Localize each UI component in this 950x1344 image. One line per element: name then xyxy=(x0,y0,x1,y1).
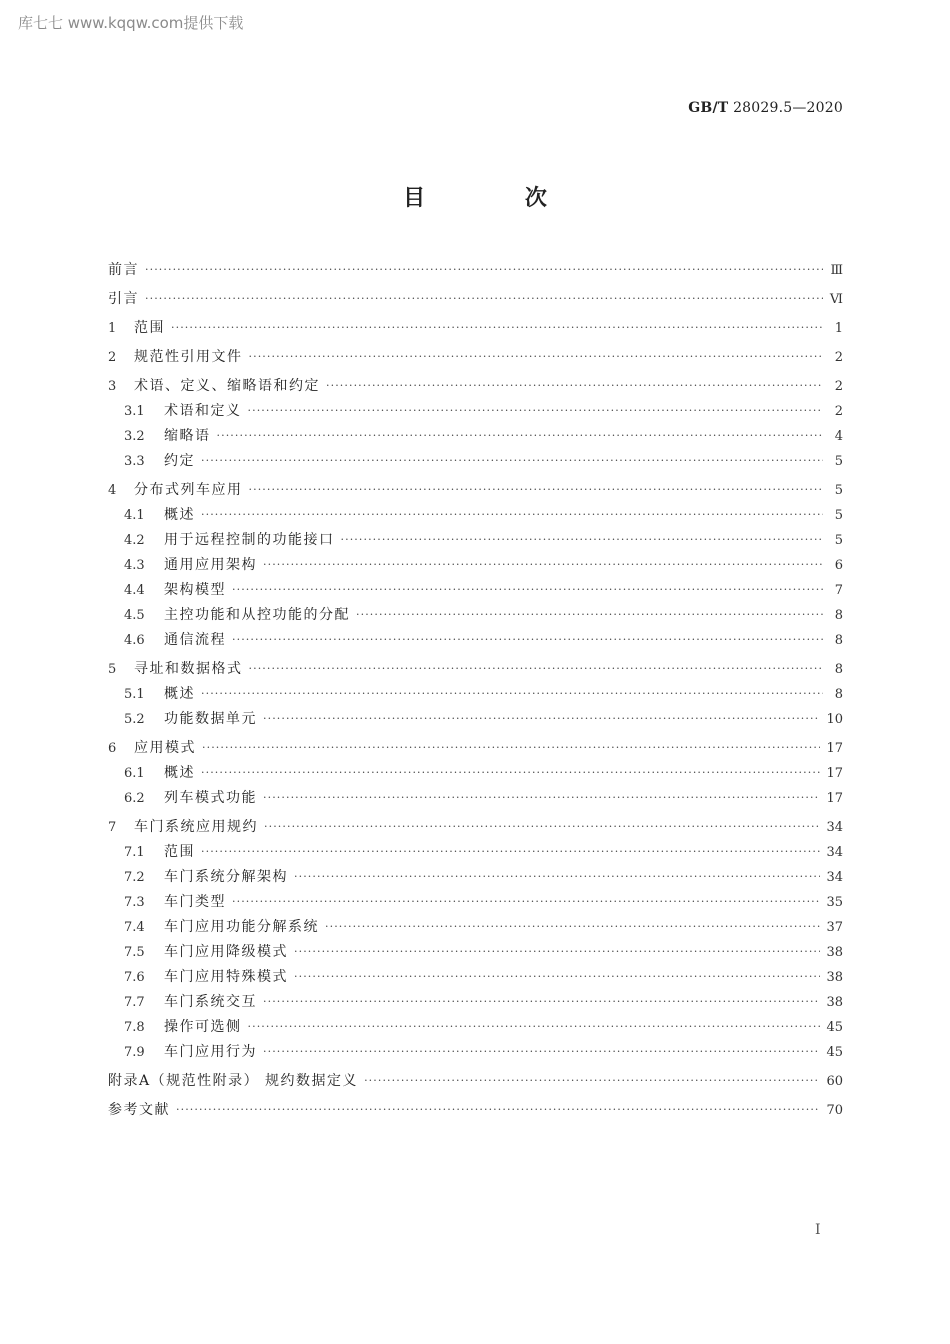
toc-entry-number: 6 xyxy=(108,741,117,756)
toc-entry-page: 38 xyxy=(826,945,843,960)
toc-entry-number: 7.3 xyxy=(124,895,145,910)
toc-entry-number: 7.2 xyxy=(124,870,145,885)
toc-entry[interactable] xyxy=(108,374,843,399)
toc-dot-leader xyxy=(145,286,823,311)
toc-entry-label: 缩略语 xyxy=(164,428,211,444)
toc-dot-leader xyxy=(356,602,823,627)
toc-entry-label: 范围 xyxy=(164,844,195,860)
toc-entry-label: 概述 xyxy=(164,765,195,781)
toc-entry-label: 规范性引用文件 xyxy=(134,349,243,365)
toc-dot-leader xyxy=(325,914,820,939)
toc-entry-number: 6.2 xyxy=(124,791,145,806)
toc-entry-label: 车门应用行为 xyxy=(164,1044,257,1060)
toc-dot-leader xyxy=(263,552,823,577)
toc-entry[interactable] xyxy=(108,761,843,786)
toc-entry-label: 约定 xyxy=(164,453,195,469)
toc-entry-number: 4.2 xyxy=(124,533,145,548)
toc-dot-leader xyxy=(171,315,823,340)
toc-dot-leader xyxy=(201,681,823,706)
toc-dot-leader xyxy=(201,448,823,473)
toc-entry-number: 5.1 xyxy=(124,687,145,702)
toc-entry[interactable] xyxy=(108,628,843,653)
toc-entry-page: 5 xyxy=(834,533,843,548)
toc-entry-label: 车门应用降级模式 xyxy=(164,944,288,960)
toc-entry-number: 5 xyxy=(108,662,117,677)
toc-entry-page: 1 xyxy=(834,321,843,336)
toc-entry[interactable] xyxy=(108,424,843,449)
toc-entry-label: 车门系统交互 xyxy=(164,994,257,1010)
toc-entry-number: 7 xyxy=(108,820,117,835)
toc-entry-number: 4 xyxy=(108,483,117,498)
toc-entry-number: 7.1 xyxy=(124,845,145,860)
toc-dot-leader xyxy=(294,939,820,964)
toc-entry[interactable] xyxy=(108,449,843,474)
table-of-contents xyxy=(108,258,843,1123)
toc-dot-leader xyxy=(217,423,824,448)
toc-entry-label: 车门类型 xyxy=(164,894,226,910)
toc-entry-label: 前言 xyxy=(108,262,139,278)
toc-entry-page: 70 xyxy=(826,1103,843,1118)
toc-entry-page: 2 xyxy=(834,350,843,365)
toc-entry[interactable] xyxy=(108,682,843,707)
toc-entry-page: 38 xyxy=(826,970,843,985)
toc-entry[interactable] xyxy=(108,316,843,341)
toc-entry-page: 5 xyxy=(834,483,843,498)
toc-entry-number: 7.5 xyxy=(124,945,145,960)
toc-entry[interactable] xyxy=(108,503,843,528)
standard-number-header xyxy=(688,100,843,116)
toc-dot-leader xyxy=(341,527,824,552)
toc-entry-label: 参考文献 xyxy=(108,1102,170,1118)
toc-entry[interactable] xyxy=(108,1069,843,1094)
toc-entry-page: 60 xyxy=(826,1074,843,1089)
toc-entry-label: 架构模型 xyxy=(164,582,226,598)
toc-entry-page: 10 xyxy=(826,712,843,727)
watermark-text: 库七七 www.kqqw.com提供下载 xyxy=(18,14,244,32)
toc-dot-leader xyxy=(249,656,824,681)
toc-entry-label: 寻址和数据格式 xyxy=(134,661,243,677)
toc-entry[interactable] xyxy=(108,399,843,424)
toc-dot-leader xyxy=(263,785,820,810)
toc-entry-page: 17 xyxy=(826,741,843,756)
toc-entry-label: 车门应用特殊模式 xyxy=(164,969,288,985)
toc-entry-page: 34 xyxy=(826,820,843,835)
toc-entry-number: 1 xyxy=(108,321,117,336)
toc-entry-label: 通信流程 xyxy=(164,632,226,648)
toc-entry[interactable] xyxy=(108,657,843,682)
toc-entry[interactable] xyxy=(108,287,843,312)
toc-entry-label: 列车模式功能 xyxy=(164,790,257,806)
toc-dot-leader xyxy=(145,257,823,282)
toc-entry-number: 4.3 xyxy=(124,558,145,573)
toc-entry-number: 7.8 xyxy=(124,1020,145,1035)
toc-dot-leader xyxy=(201,760,820,785)
toc-entry-label: 术语、定义、缩略语和约定 xyxy=(134,378,320,394)
toc-dot-leader xyxy=(364,1068,820,1093)
toc-entry-page: 5 xyxy=(834,508,843,523)
toc-entry-label: 用于远程控制的功能接口 xyxy=(164,532,335,548)
toc-entry-label: 应用模式 xyxy=(134,740,196,756)
toc-entry-page: 34 xyxy=(826,845,843,860)
toc-entry[interactable] xyxy=(108,707,843,732)
toc-dot-leader xyxy=(294,964,820,989)
toc-dot-leader xyxy=(202,735,820,760)
toc-entry[interactable] xyxy=(108,786,843,811)
toc-entry-page: 8 xyxy=(834,687,843,702)
toc-entry[interactable] xyxy=(108,528,843,553)
toc-entry-label: 通用应用架构 xyxy=(164,557,257,573)
toc-entry-label: 引言 xyxy=(108,291,139,307)
toc-dot-leader xyxy=(232,627,823,652)
toc-entry-page: 2 xyxy=(834,379,843,394)
toc-entry[interactable] xyxy=(108,815,843,840)
toc-entry-page: 34 xyxy=(826,870,843,885)
standard-code: GB/T xyxy=(688,100,729,116)
toc-entry-number: 4.4 xyxy=(124,583,145,598)
toc-entry-number: 7.7 xyxy=(124,995,145,1010)
toc-entry-number: 6.1 xyxy=(124,766,145,781)
toc-entry-label: 车门应用功能分解系统 xyxy=(164,919,319,935)
toc-entry-page: 8 xyxy=(834,608,843,623)
toc-entry-label: 操作可选侧 xyxy=(164,1019,242,1035)
toc-entry-label: 车门系统应用规约 xyxy=(134,819,258,835)
toc-dot-leader xyxy=(264,814,820,839)
toc-entry-page: 38 xyxy=(826,995,843,1010)
toc-entry[interactable] xyxy=(108,603,843,628)
toc-entry-page: Ⅵ xyxy=(829,292,843,307)
toc-dot-leader xyxy=(232,889,820,914)
toc-dot-leader xyxy=(263,1039,820,1064)
toc-entry[interactable] xyxy=(108,478,843,503)
toc-entry-label: 概述 xyxy=(164,686,195,702)
toc-entry-page: 35 xyxy=(826,895,843,910)
toc-entry[interactable] xyxy=(108,940,843,965)
toc-entry[interactable] xyxy=(108,990,843,1015)
toc-dot-leader xyxy=(326,373,823,398)
toc-entry-page: 8 xyxy=(834,662,843,677)
toc-entry[interactable] xyxy=(108,840,843,865)
toc-dot-leader xyxy=(249,477,824,502)
toc-entry[interactable] xyxy=(108,1098,843,1123)
toc-entry-page: 17 xyxy=(826,791,843,806)
toc-entry[interactable] xyxy=(108,258,843,283)
toc-entry-label: 车门系统分解架构 xyxy=(164,869,288,885)
toc-entry-page: 8 xyxy=(834,633,843,648)
toc-entry-page: 17 xyxy=(826,766,843,781)
toc-entry-number: 3.2 xyxy=(124,429,145,444)
toc-entry-number: 5.2 xyxy=(124,712,145,727)
toc-entry-page: 2 xyxy=(834,404,843,419)
toc-entry-number: 4.5 xyxy=(124,608,145,623)
toc-dot-leader xyxy=(263,989,820,1014)
toc-entry[interactable] xyxy=(108,345,843,370)
toc-entry[interactable] xyxy=(108,578,843,603)
toc-entry-label: 分布式列车应用 xyxy=(134,482,243,498)
toc-entry-page: 5 xyxy=(834,454,843,469)
toc-dot-leader xyxy=(294,864,820,889)
toc-entry-page: 45 xyxy=(826,1020,843,1035)
toc-entry-page: 7 xyxy=(834,583,843,598)
toc-entry[interactable] xyxy=(108,553,843,578)
toc-entry-number: 3 xyxy=(108,379,117,394)
toc-entry-label: 功能数据单元 xyxy=(164,711,257,727)
toc-entry-number: 7.9 xyxy=(124,1045,145,1060)
toc-entry-page: 6 xyxy=(834,558,843,573)
toc-entry-label: 附录A（规范性附录） 规约数据定义 xyxy=(108,1073,359,1089)
toc-entry[interactable] xyxy=(108,1040,843,1065)
toc-entry[interactable] xyxy=(108,915,843,940)
toc-entry-page: 37 xyxy=(826,920,843,935)
page-title: 目 次 xyxy=(403,186,593,211)
toc-entry-number: 4.6 xyxy=(124,633,145,648)
toc-entry[interactable] xyxy=(108,865,843,890)
toc-entry-page: Ⅲ xyxy=(830,263,843,278)
toc-dot-leader xyxy=(232,577,823,602)
toc-entry-number: 7.6 xyxy=(124,970,145,985)
footer-page-number: I xyxy=(815,1222,821,1238)
standard-number: 28029.5—2020 xyxy=(733,100,843,116)
toc-entry-page: 45 xyxy=(826,1045,843,1060)
toc-dot-leader xyxy=(176,1097,820,1122)
toc-entry-label: 术语和定义 xyxy=(164,403,242,419)
toc-entry-label: 主控功能和从控功能的分配 xyxy=(164,607,350,623)
toc-entry-number: 3.1 xyxy=(124,404,145,419)
toc-dot-leader xyxy=(248,1014,821,1039)
toc-entry[interactable] xyxy=(108,965,843,990)
toc-dot-leader xyxy=(201,839,820,864)
toc-entry[interactable] xyxy=(108,890,843,915)
toc-entry[interactable] xyxy=(108,1015,843,1040)
toc-dot-leader xyxy=(201,502,823,527)
toc-entry-number: 7.4 xyxy=(124,920,145,935)
toc-entry[interactable] xyxy=(108,736,843,761)
toc-entry-number: 2 xyxy=(108,350,117,365)
toc-dot-leader xyxy=(248,398,824,423)
toc-entry-number: 4.1 xyxy=(124,508,145,523)
toc-dot-leader xyxy=(263,706,820,731)
toc-entry-page: 4 xyxy=(834,429,843,444)
toc-entry-label: 概述 xyxy=(164,507,195,523)
toc-dot-leader xyxy=(249,344,824,369)
toc-entry-number: 3.3 xyxy=(124,454,145,469)
toc-entry-label: 范围 xyxy=(134,320,165,336)
